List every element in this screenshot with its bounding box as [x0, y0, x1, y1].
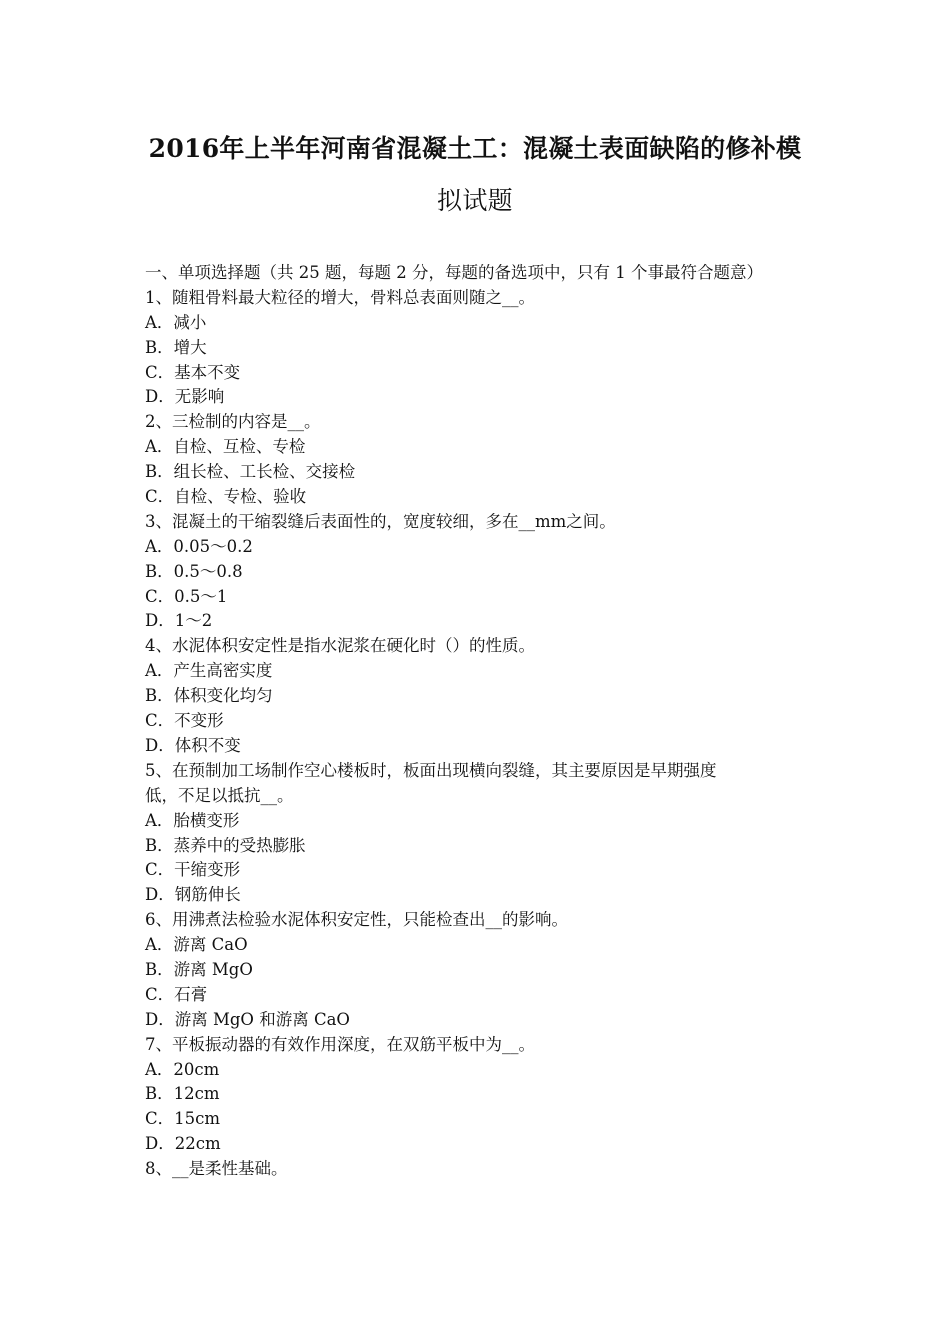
- option: B．体积变化均匀: [145, 686, 273, 706]
- option: B．增大: [145, 337, 207, 357]
- question-1: 1、随粗骨料最大粒径的增大，骨料总表面则随之__。: [145, 287, 535, 307]
- option: D．游离 MgO 和游离 CaO: [145, 1009, 350, 1029]
- question-3: 3、混凝土的干缩裂缝后表面性的，宽度较细，多在__mm之间。: [145, 511, 616, 531]
- option: A．20cm: [145, 1059, 220, 1079]
- question-7: 7、平板振动器的有效作用深度，在双筋平板中为__。: [145, 1034, 535, 1054]
- option: C．基本不变: [145, 362, 241, 382]
- option: C．0.5～1: [145, 586, 228, 606]
- option: B．组长检、工长检、交接检: [145, 462, 356, 482]
- option: C．自检、专检、验收: [145, 487, 307, 507]
- option: C．干缩变形: [145, 860, 241, 880]
- option: A．胎横变形: [145, 810, 240, 830]
- document-body: [145, 261, 810, 1182]
- question-4: 4、水泥体积安定性是指水泥浆在硬化时（）的性质。: [145, 636, 535, 656]
- option: C．15cm: [145, 1109, 221, 1129]
- option: D．钢筋伸长: [145, 885, 241, 905]
- option: D．无影响: [145, 387, 225, 407]
- option: B．游离 MgO: [145, 959, 253, 979]
- option: C．不变形: [145, 711, 224, 731]
- option: A．减小: [145, 312, 207, 332]
- question-8: 8、__是柔性基础。: [145, 1159, 288, 1179]
- question-6: 6、用沸煮法检验水泥体积安定性，只能检查出__的影响。: [145, 910, 568, 930]
- option: A．自检、互检、专检: [145, 437, 306, 457]
- option: B．0.5～0.8: [145, 561, 243, 581]
- question-5-continued: 低，不足以抵抗__。: [145, 785, 294, 805]
- option: A．产生高密实度: [145, 661, 273, 681]
- option: D．体积不变: [145, 735, 241, 755]
- question-2: 2、三检制的内容是__。: [145, 412, 321, 432]
- option: D．1～2: [145, 611, 213, 631]
- question-5: 5、在预制加工场制作空心楼板时，板面出现横向裂缝，其主要原因是早期强度: [145, 760, 717, 780]
- document-title-line-1: 2016年上半年河南省混凝土工：混凝土表面缺陷的修补模: [148, 134, 802, 163]
- option: A．0.05～0.2: [145, 536, 253, 556]
- option: B．蒸养中的受热膨胀: [145, 835, 306, 855]
- option: C．石膏: [145, 984, 208, 1004]
- document-title-line-2: 拟试题: [437, 186, 513, 215]
- option: A．游离 CaO: [145, 935, 248, 955]
- section-intro: 一、单项选择题（共 25 题，每题 2 分，每题的备选项中，只有 1 个事最符合题意）: [145, 263, 763, 282]
- option: D．22cm: [145, 1134, 221, 1154]
- option: B．12cm: [145, 1084, 220, 1104]
